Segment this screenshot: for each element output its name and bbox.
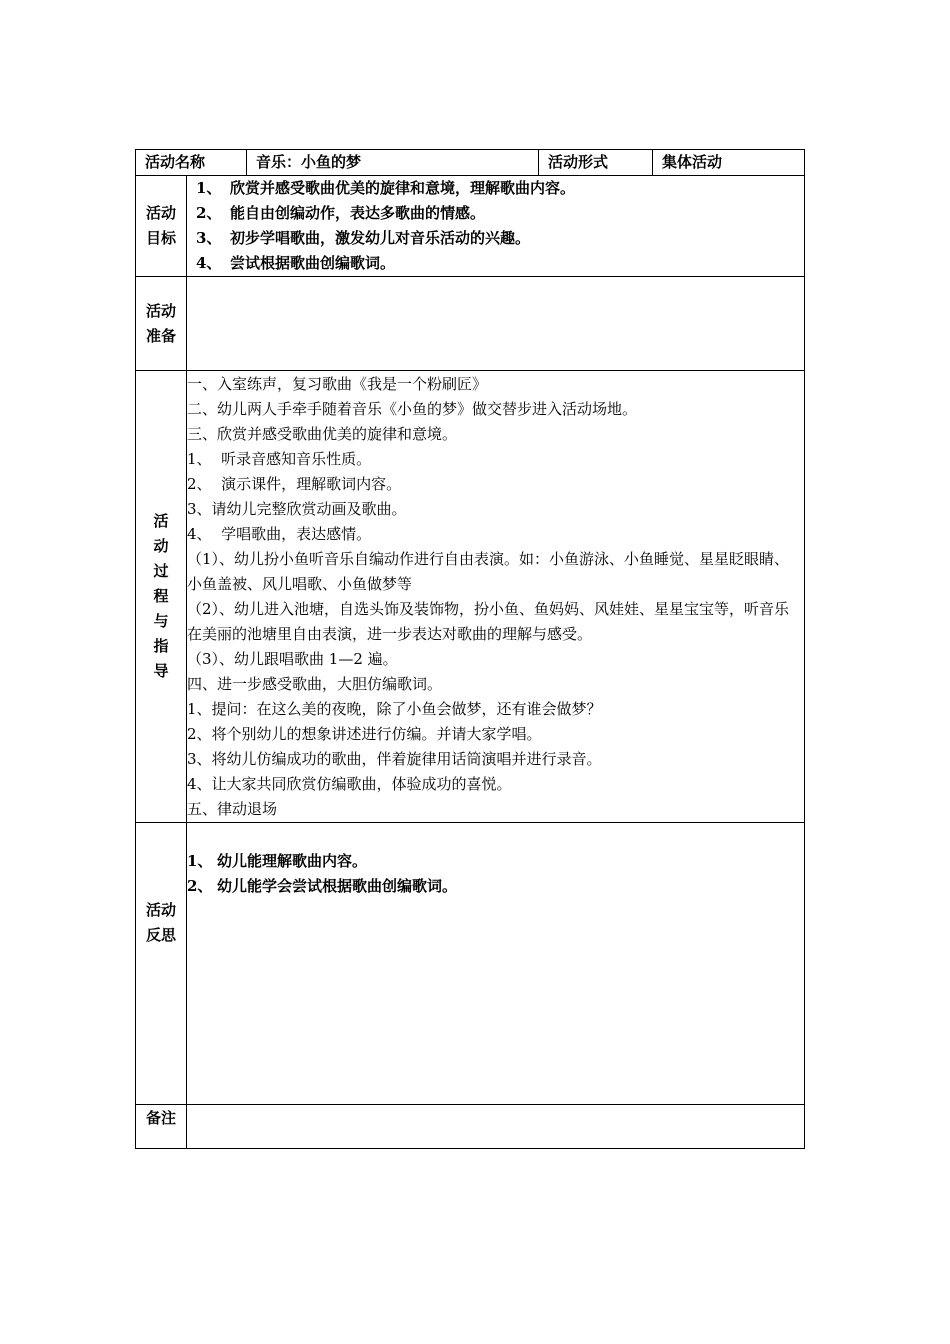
activity-name-value-cell <box>247 150 539 176</box>
process-line: 五、律动退场 <box>187 800 278 818</box>
reflection-label-cell <box>136 823 187 1105</box>
notes-label-cell <box>136 1105 187 1149</box>
process-label-cell <box>136 371 187 823</box>
activity-form-label-cell <box>539 150 653 176</box>
goal-item: 1、 欣赏并感受歌曲优美的旋律和意境，理解歌曲内容。 <box>196 179 576 197</box>
reflection-row <box>136 823 805 1105</box>
process-label: 活 动 过 程 与 指 导 <box>153 512 169 680</box>
process-line: （3）、幼儿跟唱歌曲 1—2 遍。 <box>187 650 398 668</box>
process-line: 四、进一步感受歌曲，大胆仿编歌词。 <box>187 675 443 693</box>
activity-name-value: 音乐：小鱼的梦 <box>256 153 362 171</box>
notes-row <box>136 1105 805 1149</box>
activity-form-value: 集体活动 <box>662 153 723 171</box>
activity-form-label: 活动形式 <box>548 153 609 171</box>
process-line: 4、 学唱歌曲，表达感情。 <box>187 525 372 543</box>
process-line: 1、提问：在这么美的夜晚，除了小鱼会做梦，还有谁会做梦？ <box>187 700 602 718</box>
goals-label: 活动 目标 <box>145 204 176 247</box>
goals-row <box>136 176 805 277</box>
process-line: 1、 听录音感知音乐性质。 <box>187 450 372 468</box>
process-line: （1）、幼儿扮小鱼听音乐自编动作进行自由表演。如：小鱼游泳、小鱼睡觉、星星眨眼睛、小鱼盖被、风儿唱歌、小鱼做梦等 <box>187 550 790 593</box>
goal-item: 4、 尝试根据歌曲创编歌词。 <box>196 254 396 272</box>
process-line: 三、欣赏并感受歌曲优美的旋律和意境。 <box>187 425 458 443</box>
process-line: 4、让大家共同欣赏仿编歌曲，体验成功的喜悦。 <box>187 775 512 793</box>
activity-name-label: 活动名称 <box>145 153 206 171</box>
preparation-label-cell <box>136 277 187 371</box>
notes-label: 备注 <box>145 1109 176 1127</box>
goal-item: 3、 初步学唱歌曲，激发幼儿对音乐活动的兴趣。 <box>196 229 531 247</box>
process-line: 2、将个别幼儿的想象讲述进行仿编。并请大家学唱。 <box>187 725 542 743</box>
reflection-label: 活动 反思 <box>145 901 176 944</box>
preparation-content <box>187 277 805 371</box>
process-line: 3、将幼儿仿编成功的歌曲，伴着旋律用话筒演唱并进行录音。 <box>187 750 602 768</box>
header-row <box>136 150 805 176</box>
process-line: 3、请幼儿完整欣赏动画及歌曲。 <box>187 500 407 518</box>
activity-name-label-cell <box>136 150 247 176</box>
goal-item: 2、 能自由创编动作，表达多歌曲的情感。 <box>196 204 486 222</box>
reflection-content <box>187 823 805 1105</box>
activity-form-value-cell <box>653 150 805 176</box>
process-line: 二、幼儿两人手牵手随着音乐《小鱼的梦》做交替步进入活动场地。 <box>187 400 638 418</box>
notes-content <box>187 1105 805 1149</box>
reflection-item: 2、 幼儿能学会尝试根据歌曲创编歌词。 <box>187 877 458 895</box>
process-line: 2、 演示课件，理解歌词内容。 <box>187 475 402 493</box>
reflection-item: 1、 幼儿能理解歌曲内容。 <box>187 852 368 870</box>
preparation-row <box>136 277 805 371</box>
lesson-plan-table <box>135 149 805 1149</box>
preparation-label: 活动 准备 <box>145 301 176 345</box>
process-content <box>187 371 805 823</box>
process-line: 一、入室练声，复习歌曲《我是一个粉刷匠》 <box>187 375 488 393</box>
process-row <box>136 371 805 823</box>
process-line: （2）、幼儿进入池塘，自选头饰及装饰物，扮小鱼、鱼妈妈、风娃娃、星星宝宝等，听音乐在美丽的池塘里自由表演，进一步表达对歌曲的理解与感受。 <box>187 600 790 643</box>
goals-content <box>187 176 805 277</box>
goals-label-cell <box>136 176 187 277</box>
